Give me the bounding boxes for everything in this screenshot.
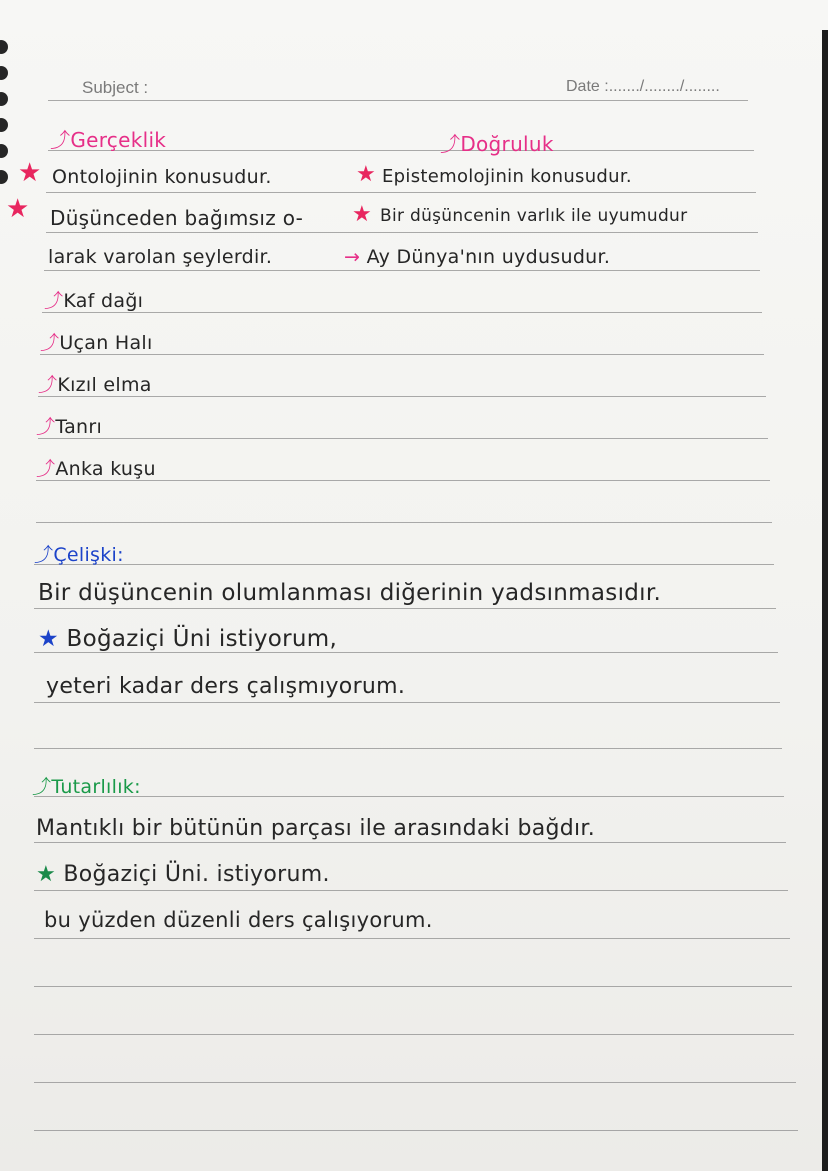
ruled-line <box>36 522 772 523</box>
example-item: ⤴Uçan Halı <box>40 332 153 354</box>
binding-ring <box>0 144 8 158</box>
ruled-line <box>34 748 782 749</box>
star-icon: ★ <box>36 862 57 887</box>
arrow-bullet-icon: ⤴ <box>36 416 56 438</box>
gerceklik-line-3: larak varolan şeylerdir. <box>48 246 273 268</box>
tutarlilik-heading: ⤴Tutarlılık: <box>32 776 141 798</box>
ruled-line <box>44 270 760 271</box>
star-icon: ★ <box>356 162 376 187</box>
dogruluk-heading: ⤴Doğruluk <box>440 132 554 156</box>
binding-ring <box>0 92 8 106</box>
ruled-line <box>34 1130 798 1131</box>
star-icon: ★ <box>18 158 42 188</box>
arrow-bullet-icon: ⤴ <box>38 374 58 396</box>
ruled-line <box>38 438 768 439</box>
ruled-line <box>34 796 784 797</box>
tutarlilik-example-1: ★ Boğaziçi Üni. istiyorum. <box>36 862 330 887</box>
star-icon: ★ <box>38 626 59 652</box>
example-item: ⤴Kızıl elma <box>38 374 152 396</box>
celiski-definition: Bir düşüncenin olumlanması diğerinin yadsınmasıdır. <box>38 580 662 606</box>
ruled-line <box>34 702 780 703</box>
star-icon: ★ <box>6 194 30 224</box>
subject-label: Subject : <box>82 78 149 97</box>
ruled-line <box>46 232 758 233</box>
ruled-line <box>46 192 756 193</box>
ruled-line <box>34 890 788 891</box>
arrow-bullet-icon: ⤴ <box>440 132 461 156</box>
dogruluk-line-1: Epistemolojinin konusudur. <box>382 166 632 187</box>
page-edge-shadow <box>822 30 828 1171</box>
example-item: ⤴Tanrı <box>36 416 103 438</box>
date-label: Date :......./......../........ <box>566 78 720 95</box>
gerceklik-heading: ⤴Gerçeklik <box>50 128 167 152</box>
binding-ring <box>0 40 8 54</box>
arrow-bullet-icon: → <box>344 246 361 268</box>
arrow-bullet-icon: ⤴ <box>40 332 60 354</box>
ruled-line <box>42 312 762 313</box>
ruled-line <box>34 842 786 843</box>
arrow-bullet-icon: ⤴ <box>36 458 56 480</box>
ruled-line <box>34 652 778 653</box>
dogruluk-line-2: Bir düşüncenin varlık ile uyumudur <box>380 206 688 226</box>
tutarlilik-example-2: bu yüzden düzenli ders çalışıyorum. <box>44 908 433 932</box>
star-icon: ★ <box>352 202 372 227</box>
binding-ring <box>0 118 8 132</box>
gerceklik-line-2: Düşünceden bağımsız o- <box>50 206 304 230</box>
arrow-bullet-icon: ⤴ <box>44 290 64 312</box>
ruled-line <box>34 1082 796 1083</box>
binding-ring <box>0 66 8 80</box>
ruled-line <box>34 608 776 609</box>
ruled-line <box>34 986 792 987</box>
arrow-bullet-icon: ⤴ <box>32 776 52 798</box>
arrow-bullet-icon: ⤴ <box>50 128 71 152</box>
ruled-line <box>48 100 748 101</box>
ruled-line <box>34 1034 794 1035</box>
example-item: ⤴Anka kuşu <box>36 458 156 480</box>
celiski-example-1: ★ Boğaziçi Üni istiyorum, <box>38 626 338 652</box>
dogruluk-line-3: → Ay Dünya'nın uydusudur. <box>344 246 611 268</box>
example-item: ⤴Kaf dağı <box>44 290 144 312</box>
celiski-heading: ⤴Çelişki: <box>34 544 124 566</box>
arrow-bullet-icon: ⤴ <box>34 544 54 566</box>
ruled-line <box>34 938 790 939</box>
gerceklik-line-1: Ontolojinin konusudur. <box>52 166 272 188</box>
binding-ring <box>0 170 8 184</box>
celiski-example-2: yeteri kadar ders çalışmıyorum. <box>46 674 406 699</box>
tutarlilik-definition: Mantıklı bir bütünün parçası ile arasındaki bağdır. <box>36 816 596 841</box>
ruled-line <box>34 564 774 565</box>
